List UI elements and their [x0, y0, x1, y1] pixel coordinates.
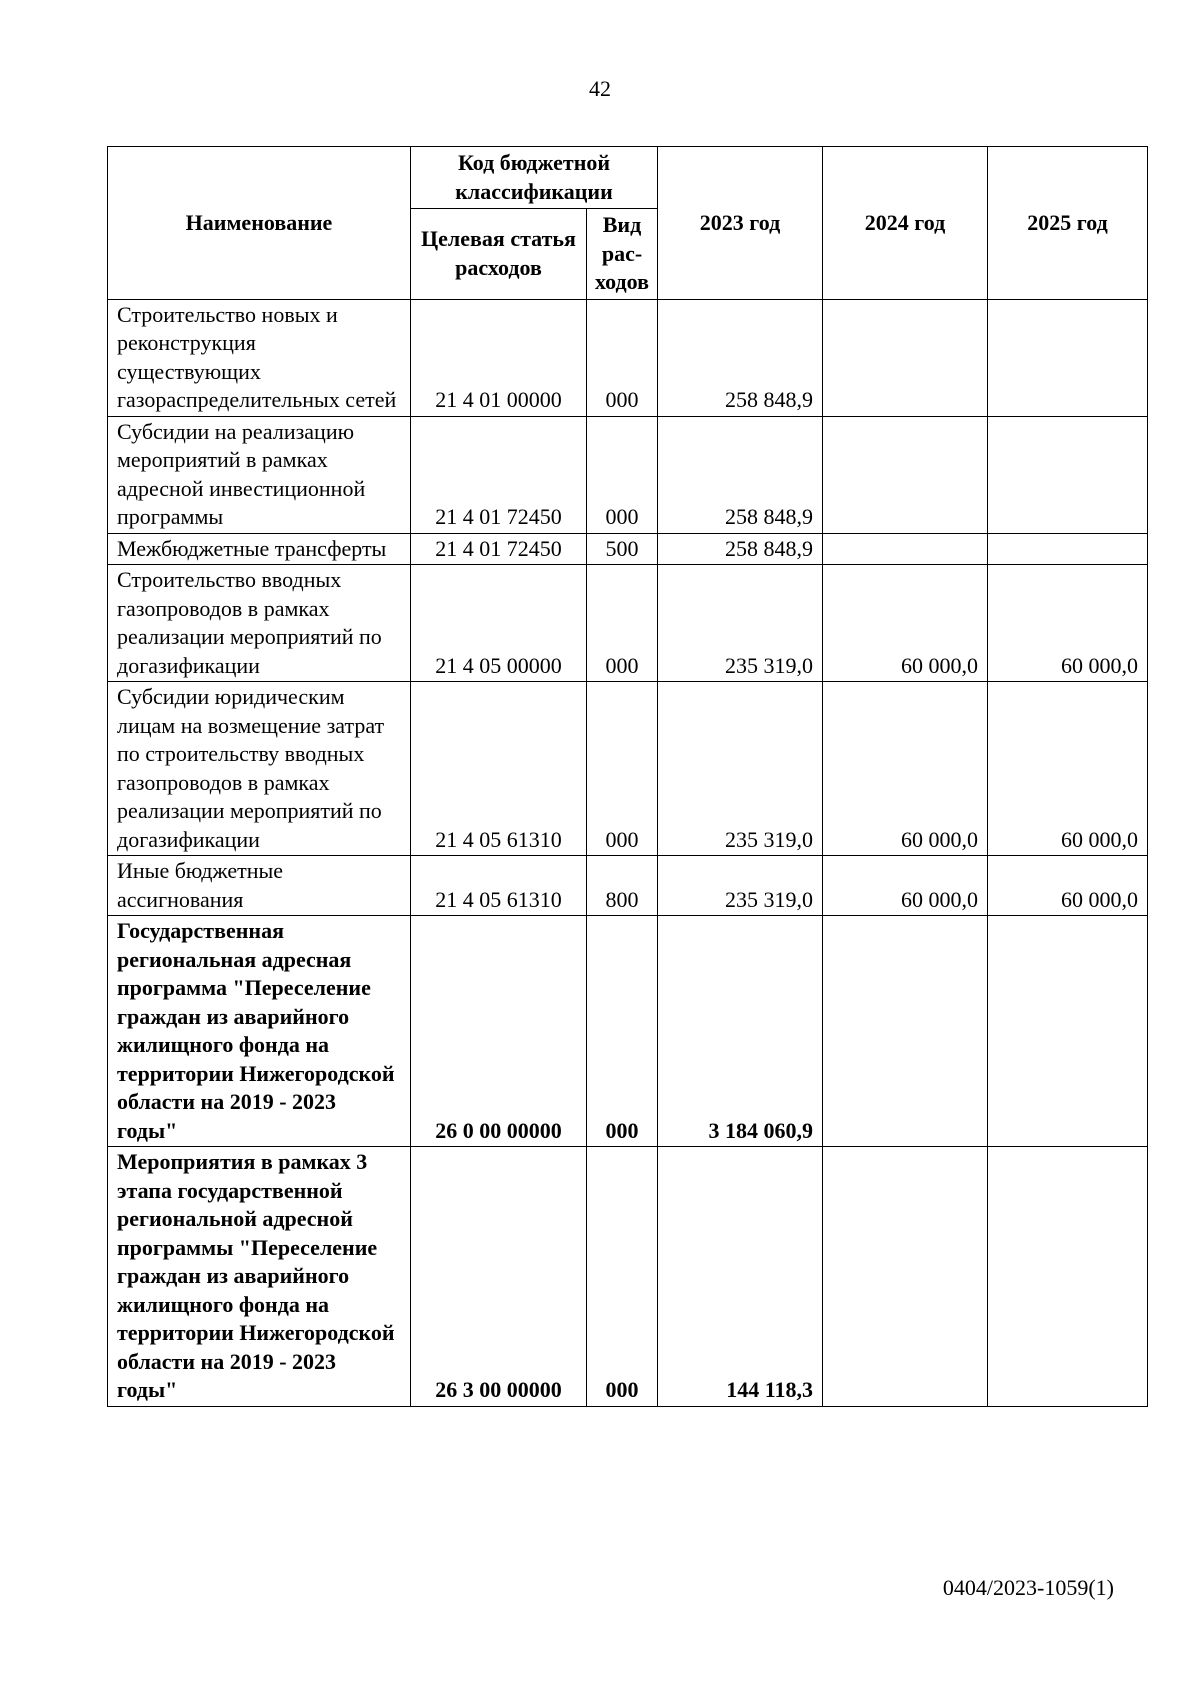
- table-body: [108, 299, 1148, 1406]
- row-amount-2023-cell: 235 319,0: [658, 682, 823, 856]
- header-2023: 2023 год: [658, 147, 823, 300]
- row-amount-2024-cell: [823, 916, 988, 1147]
- row-amount-2025-cell: [988, 416, 1148, 533]
- row-name-cell: Государственная региональная адресная программа "Переселение граждан из аварийного жилищного фонда на территории Нижегородской области на 2019 - 2023 годы": [108, 916, 411, 1147]
- row-amount-2023-cell: 258 848,9: [658, 416, 823, 533]
- header-code-group: Код бюджетной классификации: [411, 147, 658, 209]
- row-target-code-cell: 26 3 00 00000: [411, 1147, 587, 1407]
- row-target-code-cell: 21 4 05 61310: [411, 856, 587, 916]
- page-number: 42: [589, 76, 611, 101]
- row-expense-type-cell: 000: [587, 682, 658, 856]
- row-amount-2024-cell: [823, 533, 988, 565]
- row-amount-2023-cell: 258 848,9: [658, 299, 823, 416]
- row-amount-2025-cell: 60 000,0: [988, 682, 1148, 856]
- row-amount-2024-cell: 60 000,0: [823, 856, 988, 916]
- row-name-cell: Иные бюджетные ассигнования: [108, 856, 411, 916]
- row-target-code-cell: 21 4 01 72450: [411, 416, 587, 533]
- row-target-code-cell: 21 4 01 72450: [411, 533, 587, 565]
- row-target-code-cell: 21 4 05 00000: [411, 565, 587, 682]
- header-expense-type: Вид рас-ходов: [587, 209, 658, 300]
- table-row: [108, 916, 1148, 1147]
- row-amount-2024-cell: [823, 416, 988, 533]
- row-expense-type-cell: 000: [587, 299, 658, 416]
- row-amount-2025-cell: [988, 533, 1148, 565]
- header-2025: 2025 год: [988, 147, 1148, 300]
- table-header-row: [108, 147, 1148, 209]
- header-name: Наименование: [108, 147, 411, 300]
- row-amount-2025-cell: 60 000,0: [988, 856, 1148, 916]
- row-amount-2025-cell: [988, 1147, 1148, 1407]
- row-amount-2023-cell: 258 848,9: [658, 533, 823, 565]
- table-row: [108, 1147, 1148, 1407]
- row-name-cell: Строительство вводных газопроводов в рамках реализации мероприятий по догазификации: [108, 565, 411, 682]
- row-target-code-cell: 21 4 05 61310: [411, 682, 587, 856]
- row-amount-2024-cell: [823, 1147, 988, 1407]
- row-name-cell: Строительство новых и реконструкция существующих газораспределительных сетей: [108, 299, 411, 416]
- row-expense-type-cell: 000: [587, 416, 658, 533]
- header-2024: 2024 год: [823, 147, 988, 300]
- table-row: [108, 533, 1148, 565]
- row-amount-2024-cell: 60 000,0: [823, 682, 988, 856]
- row-target-code-cell: 26 0 00 00000: [411, 916, 587, 1147]
- row-expense-type-cell: 500: [587, 533, 658, 565]
- row-name-cell: Субсидии юридическим лицам на возмещение затрат по строительству вводных газопроводов в рамках реализации мероприятий по догазификации: [108, 682, 411, 856]
- row-amount-2023-cell: 235 319,0: [658, 856, 823, 916]
- row-amount-2024-cell: [823, 299, 988, 416]
- row-amount-2023-cell: 235 319,0: [658, 565, 823, 682]
- row-expense-type-cell: 800: [587, 856, 658, 916]
- row-amount-2023-cell: 3 184 060,9: [658, 916, 823, 1147]
- row-expense-type-cell: 000: [587, 916, 658, 1147]
- row-amount-2025-cell: [988, 916, 1148, 1147]
- row-amount-2024-cell: 60 000,0: [823, 565, 988, 682]
- row-target-code-cell: 21 4 01 00000: [411, 299, 587, 416]
- row-amount-2025-cell: [988, 299, 1148, 416]
- table-row: [108, 565, 1148, 682]
- table-row: [108, 416, 1148, 533]
- row-name-cell: Межбюджетные трансферты: [108, 533, 411, 565]
- row-amount-2025-cell: 60 000,0: [988, 565, 1148, 682]
- row-expense-type-cell: 000: [587, 1147, 658, 1407]
- table-row: [108, 856, 1148, 916]
- row-amount-2023-cell: 144 118,3: [658, 1147, 823, 1407]
- row-name-cell: Мероприятия в рамках 3 этапа государственной региональной адресной программы "Переселение граждан из аварийного жилищного фонда на территории Нижегородской области на 2019 - 2023 годы": [108, 1147, 411, 1407]
- budget-table: [107, 146, 1148, 1407]
- row-expense-type-cell: 000: [587, 565, 658, 682]
- row-name-cell: Субсидии на реализацию мероприятий в рамках адресной инвестиционной программы: [108, 416, 411, 533]
- table-row: [108, 299, 1148, 416]
- table-row: [108, 682, 1148, 856]
- header-target-article: Целевая статья расходов: [411, 209, 587, 300]
- document-code: 0404/2023-1059(1): [942, 1575, 1114, 1600]
